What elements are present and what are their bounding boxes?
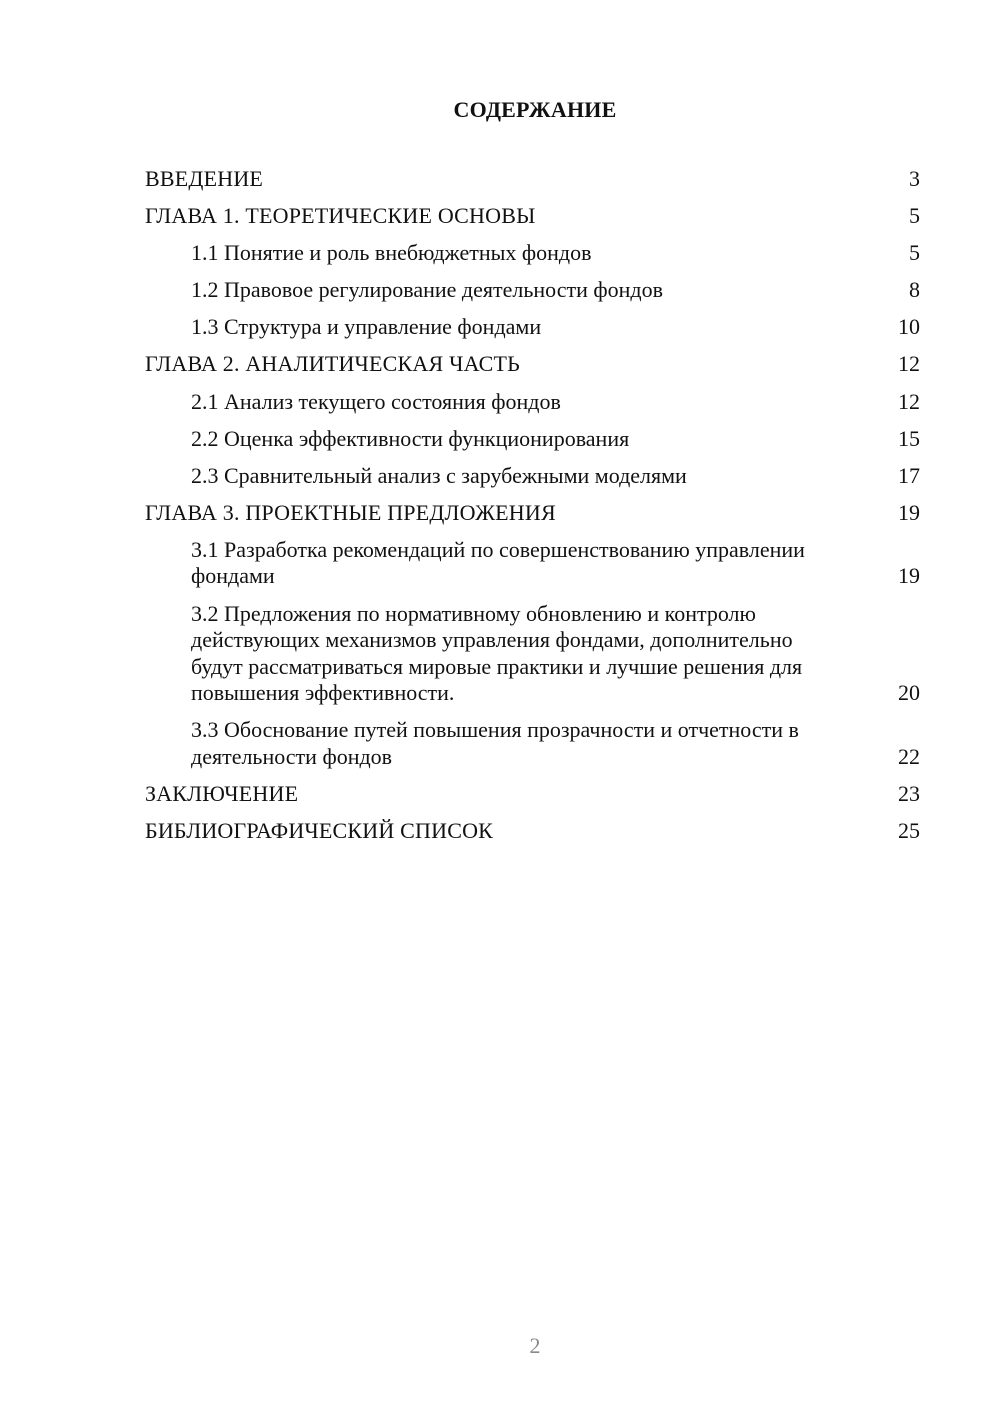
toc-entry-page: 23 xyxy=(898,780,920,806)
toc-entry-label: ГЛАВА 1. ТЕОРЕТИЧЕСКИЕ ОСНОВЫ xyxy=(145,203,536,229)
toc-entry-1-3[interactable] xyxy=(145,314,920,351)
toc-entry-page: 20 xyxy=(898,680,920,706)
toc-entry-label: 3.1 Разработка рекомендаций по совершенствованию управлении фондами xyxy=(191,536,805,589)
toc-entry-page: 19 xyxy=(898,563,920,589)
toc-entry-label: 2.3 Сравнительный анализ с зарубежными моделями xyxy=(191,462,687,488)
toc-entry-label: ГЛАВА 3. ПРОЕКТНЫЕ ПРЕДЛОЖЕНИЯ xyxy=(145,499,556,525)
toc-entry-page: 25 xyxy=(898,817,920,843)
toc-entry-page: 8 xyxy=(909,277,920,303)
toc-entry-label: 2.2 Оценка эффективности функционирования xyxy=(191,425,630,451)
toc-entry-2-2[interactable] xyxy=(145,426,920,463)
toc-entry-3-2[interactable] xyxy=(145,601,920,718)
toc-entry-label: ВВЕДЕНИЕ xyxy=(145,166,264,191)
toc-entry-2-1[interactable] xyxy=(145,389,920,426)
toc-entry-label: ЗАКЛЮЧЕНИЕ xyxy=(145,780,299,806)
toc-entry-page: 5 xyxy=(909,240,920,266)
table-of-contents xyxy=(145,166,920,855)
toc-entry-label: 2.1 Анализ текущего состояния фондов xyxy=(191,388,561,414)
toc-entry-introduction[interactable] xyxy=(145,166,920,203)
toc-entry-label: БИБЛИОГРАФИЧЕСКИЙ СПИСОК xyxy=(145,817,494,843)
toc-entry-page: 17 xyxy=(898,462,920,488)
toc-entry-chapter-1[interactable] xyxy=(145,203,920,240)
toc-entry-conclusion[interactable] xyxy=(145,781,920,818)
toc-entry-page: 22 xyxy=(898,743,920,769)
toc-entry-page: 10 xyxy=(898,314,920,340)
toc-entry-label: ГЛАВА 2. АНАЛИТИЧЕСКАЯ ЧАСТЬ xyxy=(145,351,520,377)
toc-entry-bibliography[interactable] xyxy=(145,818,920,855)
page-number: 2 xyxy=(529,1333,541,1358)
toc-entry-page: 19 xyxy=(898,499,920,525)
toc-entry-label: 1.3 Структура и управление фондами xyxy=(191,314,542,340)
toc-entry-page: 12 xyxy=(898,351,920,377)
toc-entry-page: 12 xyxy=(898,388,920,414)
toc-entry-1-2[interactable] xyxy=(145,277,920,314)
toc-entry-page: 3 xyxy=(909,166,920,191)
toc-entry-chapter-2[interactable] xyxy=(145,351,920,388)
toc-entry-chapter-3[interactable] xyxy=(145,500,920,537)
toc-entry-page: 15 xyxy=(898,425,920,451)
toc-entry-label: 1.2 Правовое регулирование деятельности фондов xyxy=(191,277,663,303)
toc-entry-1-1[interactable] xyxy=(145,240,920,277)
toc-entry-3-3[interactable] xyxy=(145,717,920,781)
toc-entry-label: 1.1 Понятие и роль внебюджетных фондов xyxy=(191,240,592,266)
page-title: СОДЕРЖАНИЕ xyxy=(453,97,617,122)
toc-entry-2-3[interactable] xyxy=(145,463,920,500)
toc-entry-label: 3.3 Обоснование путей повышения прозрачности и отчетности в деятельности фондов xyxy=(191,717,799,769)
toc-entry-3-1[interactable] xyxy=(145,537,920,601)
toc-entry-page: 5 xyxy=(909,203,920,229)
toc-entry-label: 3.2 Предложения по нормативному обновлению и контролю действующих механизмов управления фондами, дополнительно будут рассматриваться мировые практики и лучшие решения для повышения эффективности. xyxy=(191,600,803,706)
